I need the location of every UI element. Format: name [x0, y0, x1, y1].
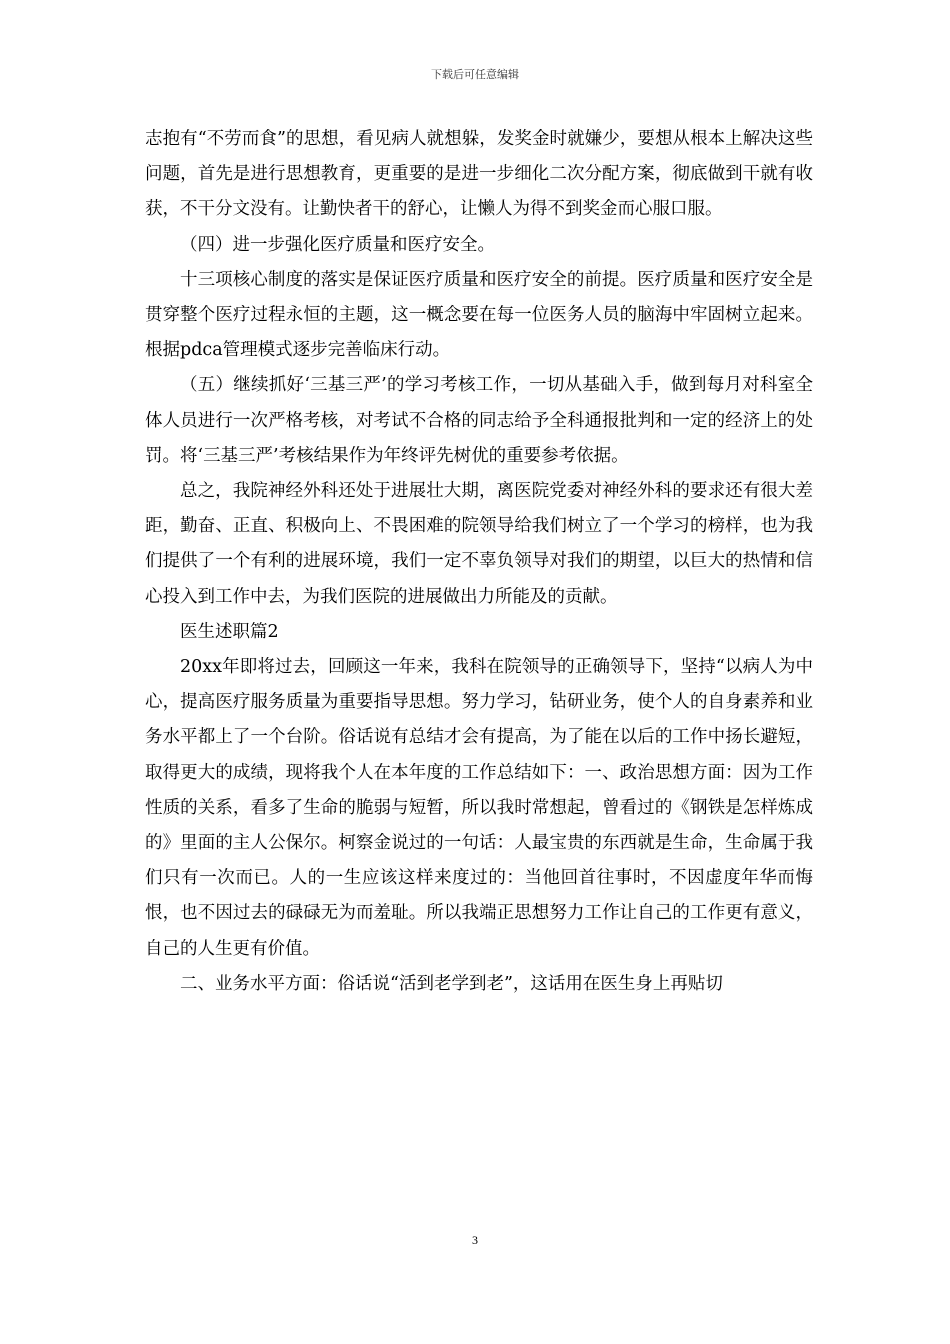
paragraph-6: 20xx年即将过去，回顾这一年来，我科在院领导的正确领导下，坚持“以病人为中心，提高医疗服务质量为重要指导思想。努力学习，钻研业务，使个人的自身素养和业务水平都上了一个台阶。俗话说有总结才会有提高，为了能在以后的工作中扬长避短，取得更大的成绩，现将我个人在本年度的工作总结如下：一、政治思想方面：因为工作性质的关系，看多了生命的脆弱与短暂，所以我时常想起，曾看过的《钢铁是怎样炼成的》里面的主人公保尔。柯察金说过的一句话：人最宝贵的东西就是生命，生命属于我们只有一次而已。人的一生应该这样来度过的：当他回首往事时，不因虚度年华而悔恨，也不因过去的碌碌无为而羞耻。所以我端正思想努力工作让自己的工作更有意义，自己的人生更有价值。 — [145, 657, 813, 959]
paragraph-7: 二、业务水平方面：俗话说“活到老学到老”，这话用在医生身上再贴切 — [180, 973, 723, 994]
paragraph-4: （五）继续抓好‘三基三严’的学习考核工作，一切从基础入手，做到每月对科室全体人员进行一次严格考核，对考试不合格的同志给予全科通报批判和一定的经济上的处罚。将‘三基三严’考核结果作为年终评先树优的重要参考依据。 — [145, 375, 813, 466]
paragraph-1: 志抱有“不劳而食”的思想，看见病人就想躲，发奖金时就嫌少，要想从根本上解决这些问题，首先是进行思想教育，更重要的是进一步细化二次分配方案，彻底做到干就有收获，不干分文没有。让勤快者干的舒心，让懒人为得不到奖金而心服口服。 — [145, 129, 813, 220]
page-header: 下载后可任意编辑 — [431, 68, 519, 81]
paragraph-3: 十三项核心制度的落实是保证医疗质量和医疗安全的前提。医疗质量和医疗安全是贯穿整个医疗过程永恒的主题，这一概念要在每一位医务人员的脑海中牢固树立起来。根据pdca管理模式逐步完善临床行动。 — [145, 269, 813, 361]
paragraph-2: （四）进一步强化医疗质量和医疗安全。 — [180, 234, 495, 255]
paragraph-5: 总之，我院神经外科还处于进展壮大期，离医院党委对神经外科的要求还有很大差距，勤奋、正直、积极向上、不畏困难的院领导给我们树立了一个学习的榜样，也为我们提供了一个有利的进展环境，我们一定不辜负领导对我们的期望，以巨大的热情和信心投入到工作中去，为我们医院的进展做出力所能及的贡献。 — [145, 481, 813, 607]
page-number: 3 — [472, 1233, 478, 1247]
document-body — [145, 122, 813, 1002]
section-heading: 医生述职篇2 — [180, 621, 279, 642]
